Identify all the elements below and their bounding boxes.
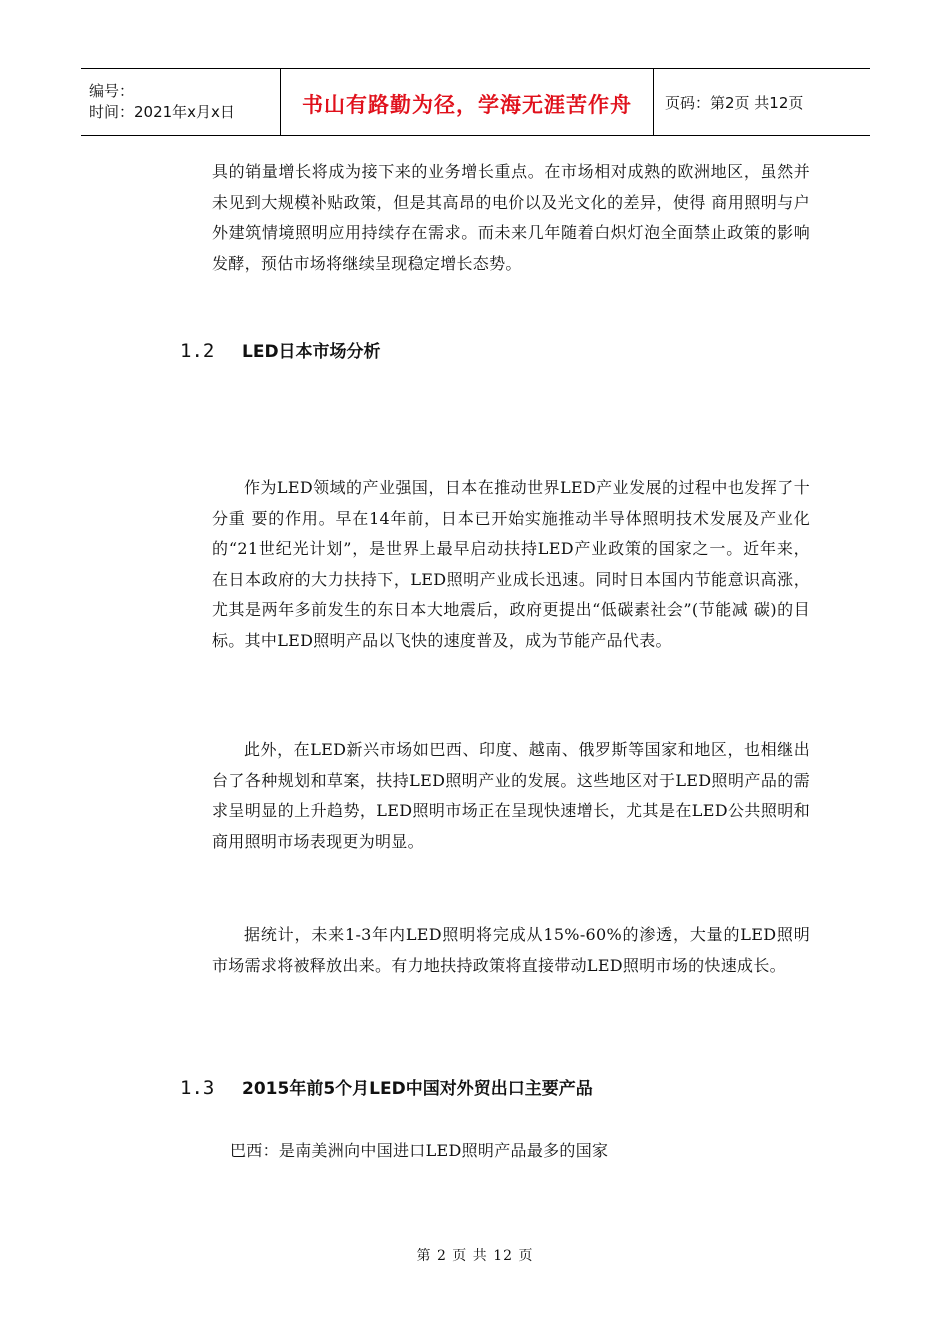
section-heading-1-3: [180, 1074, 593, 1099]
header-meta-cell: [81, 69, 281, 135]
intro-paragraph: 具的销量增长将成为接下来的业务增长重点。在市场相对成熟的欧洲地区，虽然并未见到大规模补贴政策，但是其高昂的电价以及光文化的差异，使得 商用照明与户外建筑情境照明应用持续存在需求。而未来几年随着白炽灯泡全面禁止政策的影响发酵，预估市场将继续呈现稳定增长态势。: [212, 162, 810, 273]
header-page-info: 页码：第2页 共12页: [665, 93, 804, 112]
section-number: 1.2: [180, 340, 215, 362]
page-header: [81, 68, 870, 136]
brazil-line: 巴西：是南美洲向中国进口LED照明产品最多的国家: [230, 1141, 609, 1160]
header-page-cell: [654, 69, 870, 135]
document-date-label: 时间：2021年x月x日: [89, 103, 235, 121]
header-motto: 书山有路勤为径，学海无涯苦作舟: [302, 93, 632, 117]
statistics-paragraph: 据统计，未来1-3年内LED照明将完成从15%-60%的渗透，大量的LED照明市场需求将被释放出来。有力地扶持政策将直接带动LED照明市场的快速成长。: [212, 925, 810, 975]
document-number-label: 编号：: [89, 82, 135, 100]
header-motto-cell: [281, 69, 654, 135]
section-heading-1-2: [180, 337, 381, 362]
section-title: LED日本市场分析: [242, 342, 381, 362]
section-title: 2015年前5个月LED中国对外贸出口主要产品: [242, 1079, 593, 1099]
section-number: 1.3: [180, 1077, 215, 1099]
japan-market-paragraph: 作为LED领域的产业强国，日本在推动世界LED产业发展的过程中也发挥了十分重 要的作用。早在14年前，日本已开始实施推动半导体照明技术发展及产业化的“21世纪光计划”，是世界上最早启动扶持LED产业政策的国家之一。近年来， 在日本政府的大力扶持下，LED照明产业成长迅速。同时日本国内节能意识高涨，尤其是两年多前发生的东日本大地震后，政府更提出“低碳素社会”(节能减 碳)的目标。其中LED照明产品以飞快的速度普及，成为节能产品代表。: [212, 478, 810, 650]
emerging-markets-paragraph: 此外，在LED新兴市场如巴西、印度、越南、俄罗斯等国家和地区，也相继出台了各种规划和草案，扶持LED照明产业的发展。这些地区对于LED照明产品的需求呈明显的上升趋势，LED照明市场正在呈现快速增长，尤其是在LED公共照明和商用照明市场表现更为明显。: [212, 740, 810, 851]
page-footer: 第 2 页 共 12 页: [416, 1248, 534, 1264]
